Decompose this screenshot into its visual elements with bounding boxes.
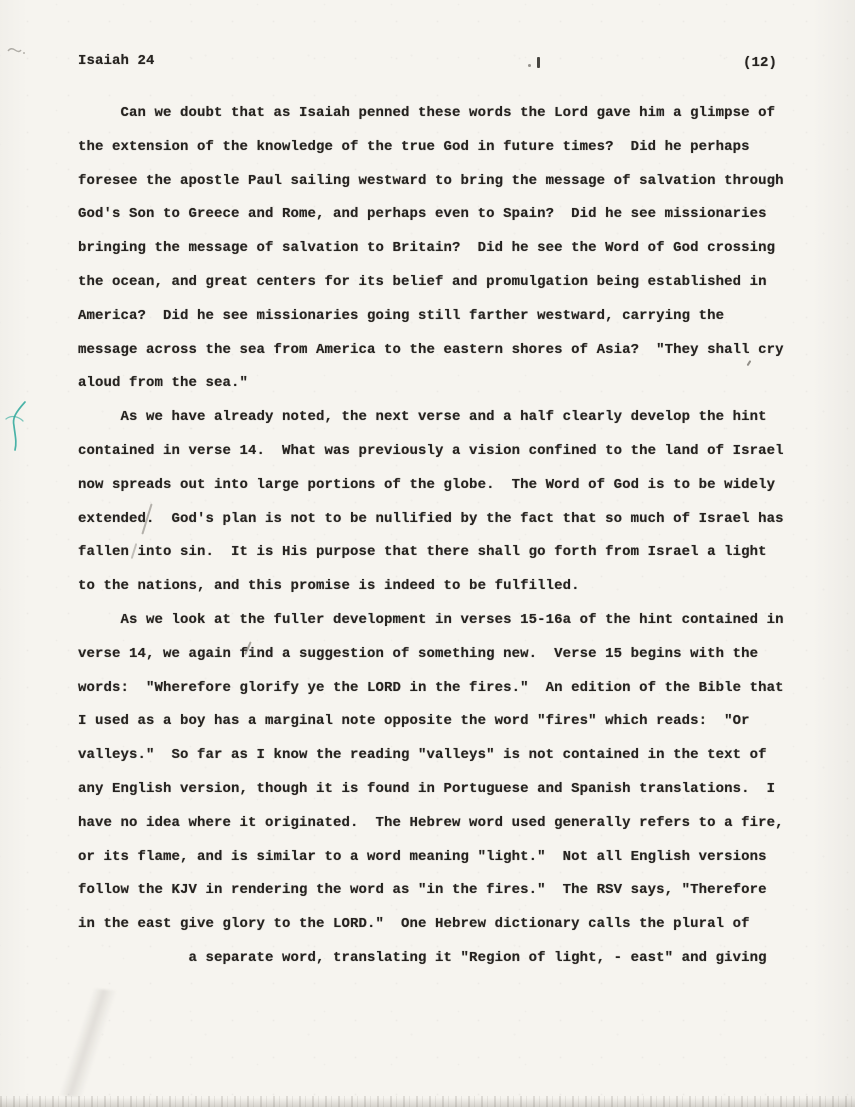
text-line: or its flame, and is similar to a word meaning "light." Not all English versions	[78, 848, 767, 865]
typewritten-text	[78, 97, 818, 976]
text-line: verse 14, we again find a suggestion of something new. Verse 15 begins with the	[78, 645, 759, 662]
text-line: As we have already noted, the next verse and a half clearly develop the hint	[78, 409, 767, 426]
text-line: As we look at the fuller development in verses 15-16a of the hint contained in	[78, 611, 784, 628]
scan-smudge-icon	[7, 44, 29, 58]
stray-ink-mark-icon	[537, 57, 540, 68]
text-line: to the nations, and this promise is indeed to be fulfilled.	[78, 578, 580, 595]
text-line: aloud from the sea."	[78, 375, 249, 392]
text-line: a separate word, translating it "Region of light, - east" and giving	[78, 949, 767, 966]
stray-dot-icon	[528, 64, 531, 67]
text-line: valleys." So far as I know the reading "valleys" is not contained in the text of	[78, 747, 767, 764]
text-line: have no idea where it originated. The Hebrew word used generally refers to a fire,	[78, 814, 784, 831]
text-line: foresee the apostle Paul sailing westward to bring the message of salvation through	[78, 172, 784, 189]
page-number: (12)	[743, 55, 778, 71]
scan-edge-shadow	[0, 1096, 855, 1107]
text-line: bringing the message of salvation to Britain? Did he see the Word of God crossing	[78, 240, 776, 257]
text-line: Can we doubt that as Isaiah penned these words the Lord gave him a glimpse of	[78, 105, 776, 121]
text-line: I used as a boy has a marginal note opposite the word "fires" which reads: "Or	[78, 713, 750, 730]
text-line: fallen into sin. It is His purpose that there shall go forth from Israel a light	[78, 544, 767, 561]
text-line: contained in verse 14. What was previously a vision confined to the land of Israel	[78, 442, 784, 459]
text-line: message across the sea from America to the eastern shores of Asia? "They shall cry	[78, 341, 784, 358]
text-line: any English version, though it is found in Portuguese and Spanish translations. I	[78, 780, 776, 797]
text-line: extended. God's plan is not to be nullified by the fact that so much of Israel has	[78, 510, 784, 527]
text-line: God's Son to Greece and Rome, and perhaps even to Spain? Did he see missionaries	[78, 206, 767, 223]
document-title: Isaiah 24	[78, 53, 155, 69]
text-line: in the east give glory to the LORD." One Hebrew dictionary calls the plural of	[78, 916, 750, 933]
text-line: words: "Wherefore glorify ye the LORD in the fires." An edition of the Bible that	[78, 679, 784, 696]
margin-check-mark-icon	[1, 397, 35, 455]
text-line: the extension of the knowledge of the true God in future times? Did he perhaps	[78, 138, 750, 155]
text-line: the ocean, and great centers for its belief and promulgation being established in	[78, 273, 767, 290]
text-line: America? Did he see missionaries going still farther westward, carrying the	[78, 307, 725, 324]
scan-smudge-icon	[46, 985, 127, 1102]
text-line: follow the KJV in rendering the word as "in the fires." The RSV says, "Therefore	[78, 882, 767, 899]
text-line: now spreads out into large portions of the globe. The Word of God is to be widely	[78, 476, 776, 493]
